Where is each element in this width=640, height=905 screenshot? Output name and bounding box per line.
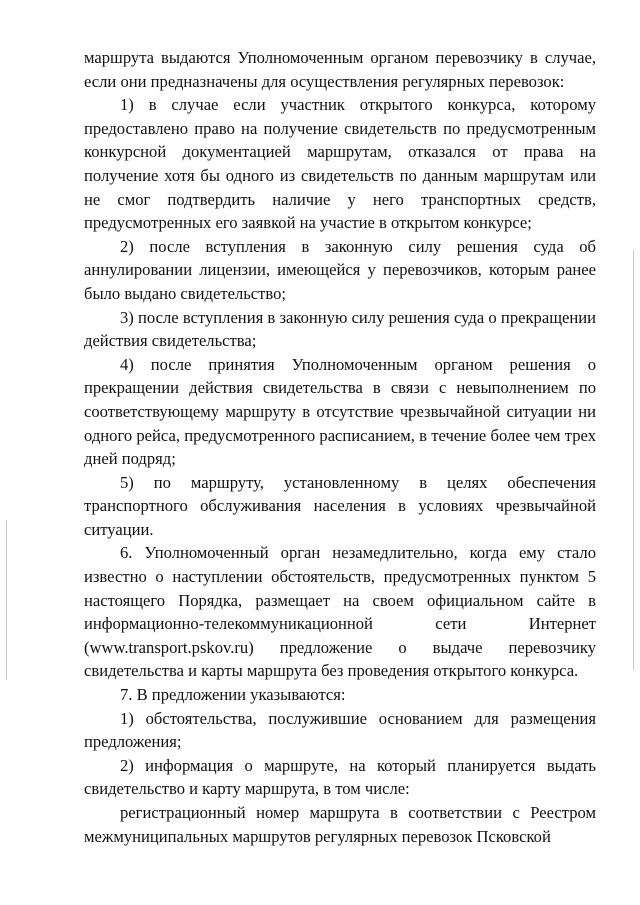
paragraph-item-5: 5) по маршруту, установленному в целях обеспечения транспортного обслуживания населения в условиях чрезвычайной ситуации. xyxy=(84,472,596,539)
paragraph-item-3: 3) после вступления в законную силу решения суда о прекращении действия свидетельства; xyxy=(84,307,596,351)
paragraph-clause-7: 7. В предложении указываются: xyxy=(120,685,346,705)
paragraph-item-2: 2) после вступления в законную силу решения суда об аннулировании лицензии, имеющейся у перевозчиков, которым ранее было выдано свидетельство; xyxy=(84,236,596,303)
scan-edge-mark-right xyxy=(633,250,634,670)
paragraph-subitem-2: 2) информация о маршруте, на который планируется выдать свидетельство и карту маршрута, в том числе: xyxy=(84,755,596,799)
paragraph-subitem-1: 1) обстоятельства, послужившие основанием для размещения предложения; xyxy=(84,708,596,752)
paragraph-continuation: маршрута выдаются Уполномоченным органом перевозчику в случае, если они предназначены для осуществления регулярных перевозок: xyxy=(84,48,596,91)
paragraph-clause-6: 6. Уполномоченный орган незамедлительно, когда ему стало известно о наступлении обстоятельств, предусмотренных пунктом 5 настоящего Порядка, размещает на своем официальном сайте в информационно-телекоммуникационной сети Интернет (www.transport.pskov.ru) предложение о выдаче перевозчику свидетельства и карты маршрута без проведения открытого конкурса. xyxy=(84,543,596,681)
document-body xyxy=(84,46,596,848)
scan-edge-mark-left xyxy=(6,520,7,680)
paragraph-item-1: 1) в случае если участник открытого конкурса, которому предоставлено право на получение свидетельств по предусмотренным конкурсной документацией маршрутам, отказался от права на получение хотя бы одного из свидетельств по данным маршрутам или не смог подтвердить наличие у него транспортных средств, предусмотренных его заявкой на участие в открытом конкурсе; xyxy=(84,95,596,233)
paragraph-registration: регистрационный номер маршрута в соответствии с Реестром межмуниципальных маршрутов регулярных перевозок Псковской xyxy=(84,803,596,846)
paragraph-item-4: 4) после принятия Уполномоченным органом решения о прекращении действия свидетельства в связи с невыполнением по соответствующему маршруту в отсутствие чрезвычайной ситуации ни одного рейса, предусмотренного расписанием, в течение более чем трех дней подряд; xyxy=(84,354,596,469)
